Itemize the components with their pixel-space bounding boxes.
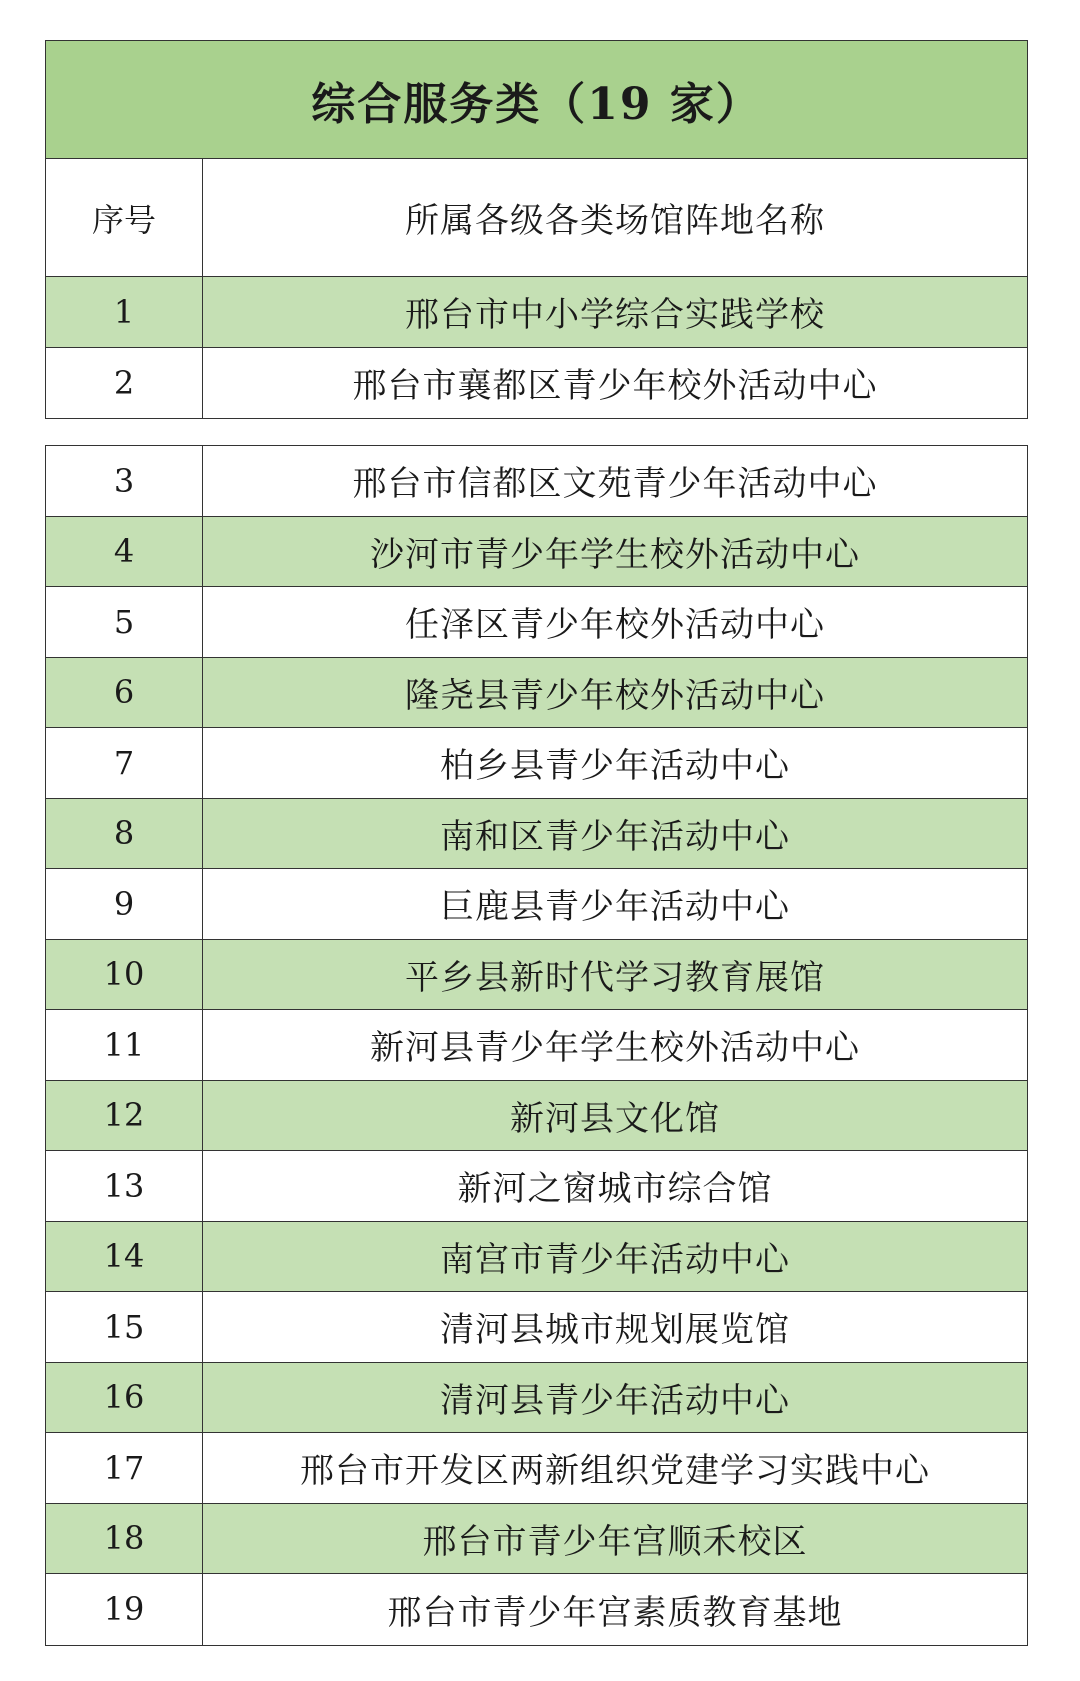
row-name: 巨鹿县青少年活动中心 (440, 887, 790, 928)
row-name: 柏乡县青少年活动中心 (440, 746, 790, 787)
table-row (46, 517, 1027, 588)
table-row (46, 1151, 1027, 1222)
table-row (46, 587, 1027, 658)
row-index: 4 (46, 517, 203, 587)
row-index: 8 (46, 799, 203, 869)
row-name: 清河县城市规划展览馆 (440, 1310, 790, 1351)
table-row (46, 799, 1027, 870)
row-index: 9 (46, 869, 203, 939)
table-row (46, 1433, 1027, 1504)
row-index: 12 (46, 1081, 203, 1151)
row-name: 新河县青少年学生校外活动中心 (370, 1028, 860, 1069)
row-name: 邢台市信都区文苑青少年活动中心 (352, 464, 878, 505)
row-index: 18 (46, 1504, 203, 1574)
row-name: 邢台市青少年宫顺禾校区 (422, 1521, 808, 1562)
row-name: 南和区青少年活动中心 (440, 816, 790, 857)
table-row (46, 1222, 1027, 1293)
row-name: 隆尧县青少年校外活动中心 (405, 675, 825, 716)
table-part-1 (45, 40, 1028, 419)
table-row (46, 1574, 1027, 1645)
table-row (46, 940, 1027, 1011)
row-index: 7 (46, 728, 203, 798)
table-row (46, 1010, 1027, 1081)
table-row (46, 446, 1027, 517)
table-row (46, 1292, 1027, 1363)
row-name: 任泽区青少年校外活动中心 (405, 605, 825, 646)
row-index: 1 (46, 277, 203, 347)
row-name: 邢台市开发区两新组织党建学习实践中心 (300, 1451, 930, 1492)
row-name: 新河县文化馆 (510, 1098, 720, 1139)
row-index: 16 (46, 1363, 203, 1433)
table-row (46, 869, 1027, 940)
header-index: 序号 (46, 159, 203, 276)
row-index: 10 (46, 940, 203, 1010)
header-row (46, 159, 1027, 277)
table-row (46, 1504, 1027, 1575)
table-row (46, 277, 1027, 348)
row-name: 清河县青少年活动中心 (440, 1380, 790, 1421)
row-name: 平乡县新时代学习教育展馆 (405, 957, 825, 998)
header-name: 所属各级各类场馆阵地名称 (405, 201, 825, 241)
table-row (46, 658, 1027, 729)
row-name: 南宫市青少年活动中心 (440, 1239, 790, 1280)
row-index: 19 (46, 1574, 203, 1645)
row-index: 15 (46, 1292, 203, 1362)
row-name: 新河之窗城市综合馆 (457, 1169, 773, 1210)
table-title: 综合服务类（19 家） (46, 41, 1027, 159)
table-row (46, 348, 1027, 419)
row-index: 11 (46, 1010, 203, 1080)
row-name: 沙河市青少年学生校外活动中心 (370, 534, 860, 575)
row-name: 邢台市中小学综合实践学校 (405, 295, 825, 336)
row-name: 邢台市青少年宫素质教育基地 (387, 1592, 843, 1633)
row-index: 6 (46, 658, 203, 728)
row-index: 3 (46, 446, 203, 516)
table-row (46, 1363, 1027, 1434)
row-index: 14 (46, 1222, 203, 1292)
row-name: 邢台市襄都区青少年校外活动中心 (352, 366, 878, 407)
table-row (46, 1081, 1027, 1152)
table-part-2 (45, 445, 1028, 1646)
row-index: 17 (46, 1433, 203, 1503)
table-row (46, 728, 1027, 799)
row-index: 2 (46, 348, 203, 419)
row-index: 5 (46, 587, 203, 657)
row-index: 13 (46, 1151, 203, 1221)
